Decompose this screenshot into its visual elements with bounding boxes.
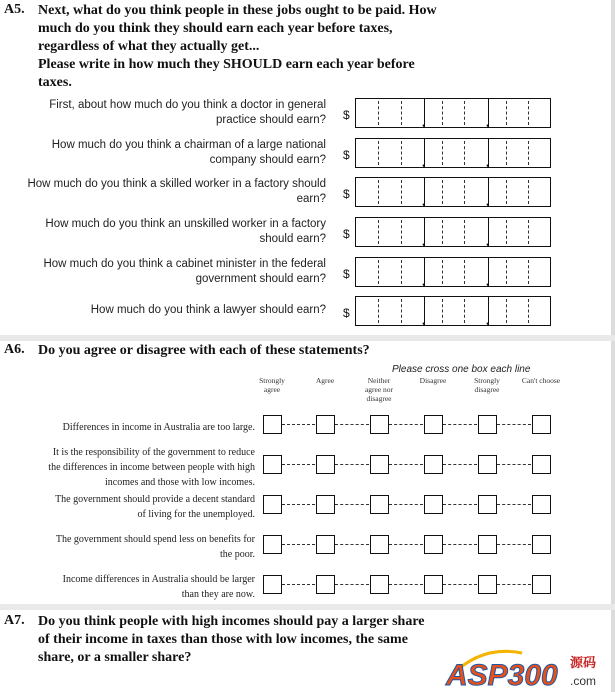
connector-line [497, 504, 531, 505]
section-divider [0, 335, 615, 341]
digit-divider [378, 180, 379, 204]
amount-row-label: How much do you think a skilled worker in a factory should earn? [27, 178, 326, 205]
digit-divider [464, 220, 465, 244]
digit-divider [401, 299, 402, 323]
digit-divider [401, 220, 402, 244]
response-checkbox[interactable] [263, 495, 282, 514]
scale-column-header: Can't choose [521, 376, 561, 385]
scale-column-header: Strongly agree [259, 376, 285, 394]
response-checkbox[interactable] [424, 495, 443, 514]
digit-divider [442, 101, 443, 125]
connector-line [335, 584, 369, 585]
scale-column-header: Neither agree nor disagree [364, 376, 394, 403]
dollar-sign: $ [343, 108, 350, 122]
amount-row [0, 138, 615, 174]
statement-text: Differences in income in Australia are too large. [62, 421, 255, 433]
digit-divider [506, 220, 507, 244]
connector-line [389, 464, 423, 465]
response-checkbox[interactable] [370, 575, 389, 594]
connector-line [335, 504, 369, 505]
connector-line [282, 464, 315, 465]
response-checkbox[interactable] [316, 455, 335, 474]
response-checkbox[interactable] [370, 495, 389, 514]
amount-input-box[interactable] [355, 177, 551, 207]
response-checkbox[interactable] [532, 535, 551, 554]
digit-divider [506, 141, 507, 165]
instruction-text: Please cross one box each line [392, 364, 531, 375]
connector-line [443, 424, 477, 425]
question-number: A7. [4, 613, 25, 628]
response-checkbox[interactable] [370, 415, 389, 434]
digit-divider [442, 260, 443, 284]
connector-line [497, 584, 531, 585]
digit-divider [401, 141, 402, 165]
digit-divider [528, 299, 529, 323]
digit-divider [378, 220, 379, 244]
response-checkbox[interactable] [478, 575, 497, 594]
amount-input-box[interactable] [355, 217, 551, 247]
thousands-separator: , [486, 313, 489, 327]
connector-line [335, 464, 369, 465]
digit-divider [464, 101, 465, 125]
connector-line [497, 544, 531, 545]
digit-divider [401, 260, 402, 284]
response-checkbox[interactable] [532, 415, 551, 434]
thousands-separator: , [486, 234, 489, 248]
response-checkbox[interactable] [532, 455, 551, 474]
watermark-brand: ASP300 [446, 659, 558, 691]
amount-row-label: How much do you think a chairman of a large national company should earn? [51, 139, 326, 166]
statement-text: Income differences in Australia should be larger than they are now. [62, 574, 255, 600]
response-checkbox[interactable] [316, 575, 335, 594]
digit-divider [442, 220, 443, 244]
digit-divider [528, 101, 529, 125]
connector-line [497, 464, 531, 465]
digit-divider [378, 141, 379, 165]
digit-divider [528, 141, 529, 165]
thousands-separator: , [486, 274, 489, 288]
response-checkbox[interactable] [478, 415, 497, 434]
amount-row [0, 217, 615, 253]
statement-text: The government should spend less on benefits for the poor. [55, 534, 255, 560]
response-checkbox[interactable] [424, 415, 443, 434]
thousands-separator: , [422, 234, 425, 248]
connector-line [389, 584, 423, 585]
connector-line [389, 504, 423, 505]
dollar-sign: $ [343, 227, 350, 241]
thousands-separator: , [422, 155, 425, 169]
thousands-separator: , [486, 115, 489, 129]
response-checkbox[interactable] [263, 415, 282, 434]
question-text: Next, what do you think people in these jobs ought to be paid. How much do you think they should earn each year before taxes, regardless of what they actually get... Please write in how much they SHOULD earn each year before taxes. [38, 3, 437, 90]
response-checkbox[interactable] [532, 495, 551, 514]
thousands-separator: , [486, 194, 489, 208]
amount-input-box[interactable] [355, 138, 551, 168]
amount-row [0, 296, 615, 332]
amount-row-label: How much do you think an unskilled worker in a factory should earn? [45, 218, 326, 245]
response-checkbox[interactable] [263, 535, 282, 554]
dollar-sign: $ [343, 267, 350, 281]
connector-line [443, 584, 477, 585]
digit-divider [506, 299, 507, 323]
thousands-separator: , [422, 115, 425, 129]
question-text: Do you agree or disagree with each of these statements? [38, 343, 370, 358]
response-checkbox[interactable] [478, 455, 497, 474]
digit-divider [528, 220, 529, 244]
thousands-separator: , [422, 313, 425, 327]
watermark-logo [442, 645, 612, 691]
amount-row-label: How much do you think a lawyer should earn? [90, 304, 326, 316]
digit-divider [378, 101, 379, 125]
digit-divider [401, 180, 402, 204]
response-checkbox[interactable] [316, 415, 335, 434]
connector-line [497, 424, 531, 425]
digit-divider [528, 260, 529, 284]
connector-line [443, 544, 477, 545]
connector-line [389, 544, 423, 545]
digit-divider [464, 260, 465, 284]
question-number: A6. [4, 342, 25, 357]
dollar-sign: $ [343, 306, 350, 320]
connector-line [389, 424, 423, 425]
digit-divider [464, 141, 465, 165]
amount-input-box[interactable] [355, 257, 551, 287]
response-checkbox[interactable] [478, 495, 497, 514]
dollar-sign: $ [343, 148, 350, 162]
watermark-suffix: .com [570, 674, 597, 688]
thousands-separator: , [422, 194, 425, 208]
scale-column-header: Disagree [419, 376, 447, 385]
amount-row [0, 98, 615, 134]
digit-divider [506, 260, 507, 284]
digit-divider [442, 299, 443, 323]
response-checkbox[interactable] [424, 575, 443, 594]
digit-divider [442, 141, 443, 165]
digit-divider [378, 299, 379, 323]
amount-row [0, 177, 615, 213]
statement-text: It is the responsibility of the government to reduce the differences in income between people with high incomes and those with low incomes. [48, 446, 255, 488]
connector-line [335, 424, 369, 425]
scale-column-header: Agree [315, 376, 335, 385]
connector-line [282, 424, 315, 425]
response-checkbox[interactable] [532, 575, 551, 594]
response-checkbox[interactable] [424, 455, 443, 474]
thousands-separator: , [486, 155, 489, 169]
response-checkbox[interactable] [478, 535, 497, 554]
amount-input-box[interactable] [355, 98, 551, 128]
response-checkbox[interactable] [263, 575, 282, 594]
digit-divider [528, 180, 529, 204]
amount-row-label: First, about how much do you think a doctor in general practice should earn? [49, 99, 326, 126]
connector-line [443, 464, 477, 465]
question-text: Do you think people with high incomes should pay a larger share of their income in taxes than those with low incomes, the same share, or a smaller share? [38, 614, 425, 665]
digit-divider [442, 180, 443, 204]
amount-row [0, 257, 615, 293]
scale-column-header: Strongly disagree [474, 376, 500, 394]
digit-divider [464, 299, 465, 323]
digit-divider [464, 180, 465, 204]
response-checkbox[interactable] [370, 455, 389, 474]
question-a6 [0, 342, 615, 362]
amount-row-label: How much do you think a cabinet minister in the federal government should earn? [43, 258, 326, 285]
connector-line [282, 584, 315, 585]
digit-divider [506, 101, 507, 125]
response-checkbox[interactable] [316, 495, 335, 514]
section-divider [0, 604, 615, 610]
question-number: A5. [4, 2, 25, 17]
response-checkbox[interactable] [316, 535, 335, 554]
connector-line [335, 544, 369, 545]
statement-text: The government should provide a decent standard of living for the unemployed. [55, 494, 255, 520]
connector-line [443, 504, 477, 505]
digit-divider [401, 101, 402, 125]
thousands-separator: , [422, 274, 425, 288]
watermark-cn: 源码 [570, 656, 597, 671]
connector-line [282, 544, 315, 545]
response-checkbox[interactable] [370, 535, 389, 554]
digit-divider [378, 260, 379, 284]
connector-line [282, 504, 315, 505]
digit-divider [506, 180, 507, 204]
response-checkbox[interactable] [424, 535, 443, 554]
response-checkbox[interactable] [263, 455, 282, 474]
dollar-sign: $ [343, 187, 350, 201]
amount-input-box[interactable] [355, 296, 551, 326]
